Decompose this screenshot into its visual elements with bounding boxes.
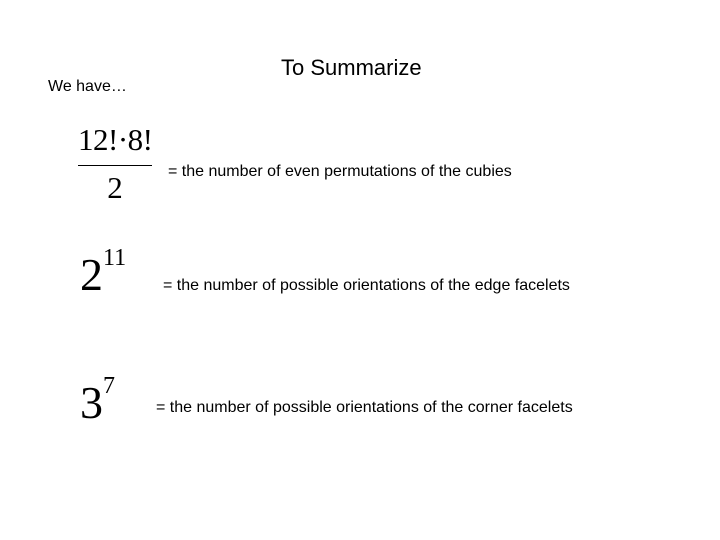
edge-orientations-description: = the number of possible orientations of the edge facelets [163, 277, 570, 294]
slide-title: To Summarize [281, 55, 422, 80]
power-base: 2 [80, 249, 103, 300]
fraction-denominator: 2 [107, 170, 123, 205]
power-three-expression [80, 373, 115, 438]
power-two-expression [80, 245, 127, 310]
power-exponent: 7 [103, 373, 115, 399]
fraction-numerator: 12!·8! [78, 122, 153, 157]
power-base: 3 [80, 377, 103, 428]
fraction-expression [78, 120, 152, 208]
intro-text: We have… [48, 78, 127, 95]
even-permutations-description: = the number of even permutations of the cubies [168, 163, 512, 180]
corner-orientations-description: = the number of possible orientations of the corner facelets [156, 399, 573, 416]
fraction-bar [78, 165, 152, 166]
power-exponent: 11 [103, 245, 127, 271]
